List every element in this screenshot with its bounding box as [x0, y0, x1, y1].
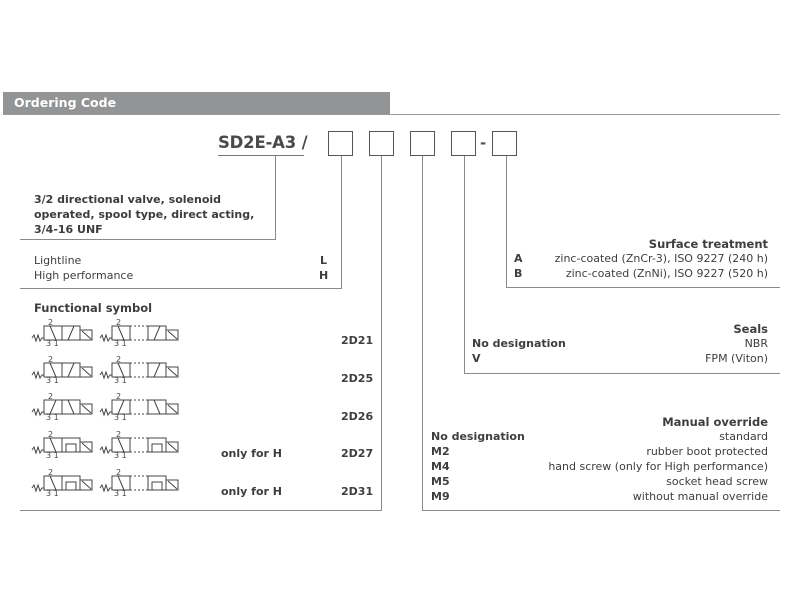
code-box-manual-override — [410, 131, 435, 156]
connector-surface-treatment — [506, 156, 507, 287]
svg-text:3 1: 3 1 — [46, 489, 59, 496]
code-separator: - — [480, 134, 487, 152]
symbol-2D21 — [30, 318, 190, 346]
seals-code-no-designation: No designation — [472, 337, 566, 350]
functional-symbol-title: Functional symbol — [34, 301, 153, 315]
seals-title: Seals — [733, 322, 768, 336]
version-code-l: L — [320, 254, 328, 267]
connector-seals — [464, 156, 465, 373]
svg-text:2: 2 — [116, 430, 122, 439]
override-label-standard: standard — [719, 430, 768, 443]
override-label-m9: without manual override — [632, 490, 768, 503]
ordering-code-prefix: SD2E-A3 / — [218, 133, 308, 152]
description-line: operated, spool type, direct acting, — [34, 208, 255, 221]
version-label-high-performance: High performance — [34, 269, 134, 282]
seals-label-nbr: NBR — [744, 337, 768, 350]
connector-version — [341, 156, 342, 288]
surface-label-b: zinc-coated (ZnNi), ISO 9227 (520 h) — [565, 267, 768, 280]
override-code-no-designation: No designation — [431, 430, 525, 443]
svg-text:3 1: 3 1 — [46, 451, 59, 458]
code-box-version — [328, 131, 353, 156]
svg-text:2: 2 — [48, 392, 54, 401]
version-code-h: H — [319, 269, 329, 282]
svg-text:2: 2 — [48, 318, 54, 327]
symbol-2D31 — [30, 468, 190, 496]
code-box-functional-symbol — [369, 131, 394, 156]
bracket-version — [20, 288, 342, 289]
header-divider — [3, 114, 780, 115]
override-label-m4: hand screw (only for High performance) — [548, 460, 768, 473]
surface-treatment-title: Surface treatment — [648, 237, 768, 251]
svg-text:3 1: 3 1 — [114, 489, 127, 496]
svg-text:3 1: 3 1 — [114, 413, 127, 420]
svg-text:3 1: 3 1 — [114, 339, 127, 346]
svg-text:3 1: 3 1 — [114, 376, 127, 383]
svg-text:2: 2 — [116, 468, 122, 477]
version-label-lightline: Lightline — [34, 254, 82, 267]
code-box-seals — [451, 131, 476, 156]
svg-text:2: 2 — [116, 318, 122, 327]
symbol-note-2D31: only for H — [221, 485, 282, 498]
manual-override-title: Manual override — [662, 415, 768, 429]
svg-text:3 1: 3 1 — [46, 339, 59, 346]
symbol-code-2D21: 2D21 — [341, 334, 374, 347]
connector-functional-symbol — [381, 156, 382, 510]
bracket-manual-override — [422, 510, 780, 511]
code-box-surface-treatment — [492, 131, 517, 156]
override-code-m5: M5 — [431, 475, 450, 488]
symbol-code-2D31: 2D31 — [341, 485, 374, 498]
description-line: 3/2 directional valve, solenoid — [34, 193, 222, 206]
svg-text:2: 2 — [116, 392, 122, 401]
override-label-m5: socket head screw — [666, 475, 768, 488]
seals-code-v: V — [472, 352, 481, 365]
bracket-seals — [464, 373, 780, 374]
svg-text:3 1: 3 1 — [46, 376, 59, 383]
symbol-code-2D27: 2D27 — [341, 447, 374, 460]
svg-text:3 1: 3 1 — [114, 451, 127, 458]
connector-manual-override — [422, 156, 423, 510]
valve-description — [34, 192, 254, 237]
description-line: 3/4-16 UNF — [34, 223, 103, 236]
symbol-code-2D26: 2D26 — [341, 410, 374, 423]
override-code-m2: M2 — [431, 445, 450, 458]
connector-description — [275, 156, 276, 239]
override-code-m9: M9 — [431, 490, 450, 503]
symbol-2D25 — [30, 355, 190, 383]
code-underline — [218, 155, 304, 156]
seals-label-fpm: FPM (Viton) — [705, 352, 768, 365]
svg-text:3 1: 3 1 — [46, 413, 59, 420]
svg-text:2: 2 — [48, 355, 54, 364]
bracket-description — [20, 239, 276, 240]
svg-text:2: 2 — [116, 355, 122, 364]
bracket-surface-treatment — [506, 287, 780, 288]
svg-text:2: 2 — [48, 468, 54, 477]
symbol-note-2D27: only for H — [221, 447, 282, 460]
section-title: Ordering Code — [14, 95, 117, 110]
symbol-2D26 — [30, 392, 190, 420]
override-label-m2: rubber boot protected — [646, 445, 768, 458]
symbol-code-2D25: 2D25 — [341, 372, 374, 385]
surface-code-a: A — [514, 252, 523, 265]
surface-label-a: zinc-coated (ZnCr-3), ISO 9227 (240 h) — [554, 252, 768, 265]
svg-text:2: 2 — [48, 430, 54, 439]
surface-code-b: B — [514, 267, 523, 280]
override-code-m4: M4 — [431, 460, 450, 473]
symbol-2D27 — [30, 430, 190, 458]
